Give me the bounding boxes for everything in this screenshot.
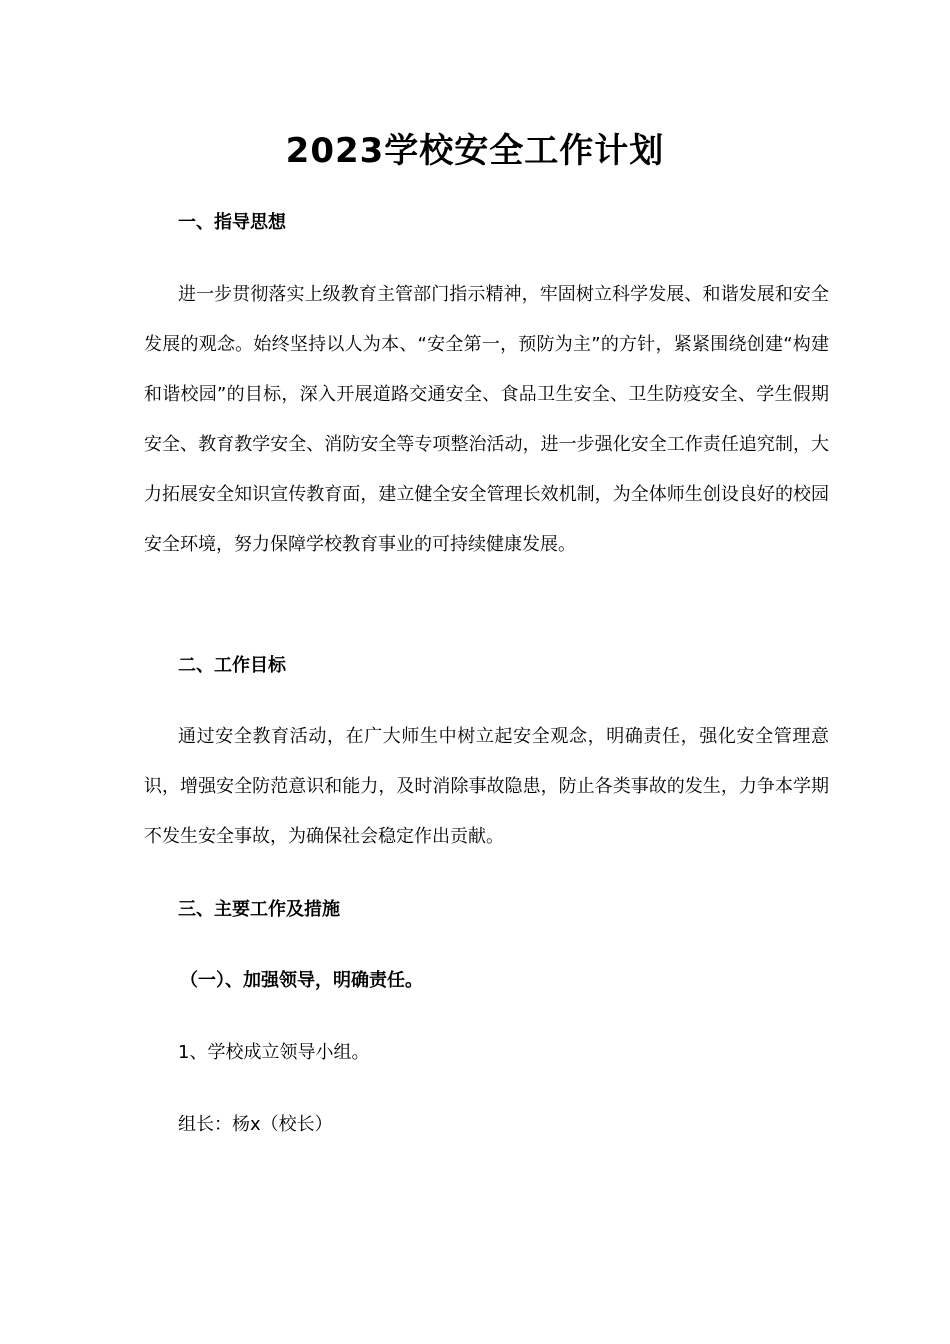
subheading-leadership: （一）、加强领导，明确责任。	[180, 970, 423, 991]
paragraph-work-goals: 通过安全教育活动，在广大师生中树立起安全观念，明确责任，强化安全管理意识，增强安全防范意识和能力，及时消除事故隐患，防止各类事故的发生，力争本学期不发生安全事故，为确保社会稳定作出贡献。	[144, 726, 829, 847]
section-heading-guiding-ideology: 一、指导思想	[178, 212, 286, 233]
section-heading-main-work: 三、主要工作及措施	[178, 899, 340, 920]
document-title: 2023学校安全工作计划	[285, 131, 665, 171]
list-item-leadership-group: 1、学校成立领导小组。	[178, 1042, 370, 1063]
leader-line: 组长：杨x（校长）	[178, 1114, 333, 1135]
section-heading-work-goals: 二、工作目标	[178, 655, 286, 676]
paragraph-guiding-ideology: 进一步贯彻落实上级教育主管部门指示精神，牢固树立科学发展、和谐发展和安全发展的观念。始终坚持以人为本、“安全第一，预防为主”的方针，紧紧围绕创建“构建和谐校园”的目标，深入开展道路交通安全、食品卫生安全、卫生防疫安全、学生假期安全、教育教学安全、消防安全等专项整治活动，进一步强化安全工作责任追究制，大力拓展安全知识宣传教育面，建立健全安全管理长效机制，为全体师生创设良好的校园安全环境，努力保障学校教育事业的可持续健康发展。	[144, 284, 829, 555]
